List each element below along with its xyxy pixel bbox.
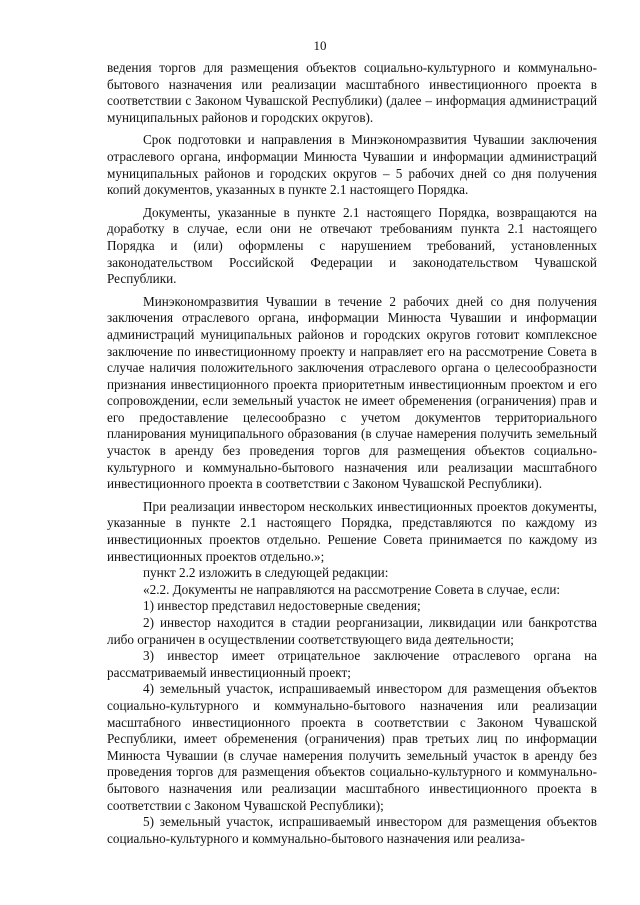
list-item-1: 1) инвестор представил недостоверные сведения; [143,598,421,614]
document-body [107,60,597,847]
paragraph-complex-conclusion: Минэкономразвития Чувашии в течение 2 рабочих дней со дня получения заключения отраслевого органа, информации Минюста Чувашии и информации администраций муниципальных районов и городских округов готовит комплексное заключение по инвестиционному проекту и направляет его на рассмотрение Совета в случае наличия положительного заключения отраслевого органа о целесообразности признания инвестиционного проекта приоритетным инвестиционным проектом и его сопровождении, если земельный участок не имеет обременения (ограничения) прав и его предоставление целесообразно с учетом документов территориального планирования муниципального образования (в случае намерения получить земельный участок в аренду без проведения торгов для размещения объектов социально-культурного и коммунально-бытового назначения или реализации масштабного инвестиционного проекта в соответствии с Законом Чувашской Республики). [107,293,597,492]
page-number: 10 [313,38,327,53]
list-item-4: 4) земельный участок, испрашиваемый инвестором для размещения объектов социально-культурного и коммунально-бытового назначения или реализации масштабного инвестиционного проекта в соответствии с Законом Чувашской Республики, имеет обременения (ограничения) прав третьих лиц по информации Минюста Чувашии (в случае намерения получить земельный участок в аренду без проведения торгов для размещения объектов социально-культурного и коммунально-бытового назначения или реализации масштабного инвестиционного проекта в соответствии с Законом Чувашской Республики); [107,681,597,813]
paragraph-continuation: ведения торгов для размещения объектов социально-культурного и коммунально-бытового назначения или реализации масштабного инвестиционного проекта в соответствии с Законом Чувашской Республики) (далее – информация администраций муниципальных районов и городских округов). [107,60,597,125]
list-item-3: 3) инвестор имеет отрицательное заключение отраслевого органа на рассматриваемый инвестиционный проект; [107,648,597,680]
list-item-5: 5) земельный участок, испрашиваемый инвестором для размещения объектов социально-культурного и коммунально-бытового назначения или реализа- [107,814,597,846]
paragraph-return-documents: Документы, указанные в пункте 2.1 настоящего Порядка, возвращаются на доработку в случае, если они не отвечают требованиям пункта 2.1 настоящего Порядка и (или) оформлены с нарушением требований, установленных законодательством Российской Федерации и законодательством Чувашской Республики. [107,204,597,287]
list-item-2: 2) инвестор находится в стадии реорганизации, ликвидации или банкротства либо ограничен в осуществлении соответствующего вида деятельности; [107,615,597,647]
paragraph-clause-2-2: «2.2. Документы не направляются на рассмотрение Совета в случае, если: [143,581,561,597]
paragraph-multiple-projects: При реализации инвестором нескольких инвестиционных проектов документы, указанные в пункте 2.1 настоящего Порядка, представляются по каждому из инвестиционных проектов отдельно. Решение Совета принимается по каждому из инвестиционных проектов отдельно.»; [107,498,597,564]
paragraph-amend-clause: пункт 2.2 изложить в следующей редакции: [143,565,389,581]
paragraph-deadline: Срок подготовки и направления в Минэкономразвития Чувашии заключения отраслевого органа, информации Минюста Чувашии и информации администраций муниципальных районов и городских округов – 5 рабочих дней со дня получения копий документов, указанных в пункте 2.1 настоящего Порядка. [107,132,597,198]
